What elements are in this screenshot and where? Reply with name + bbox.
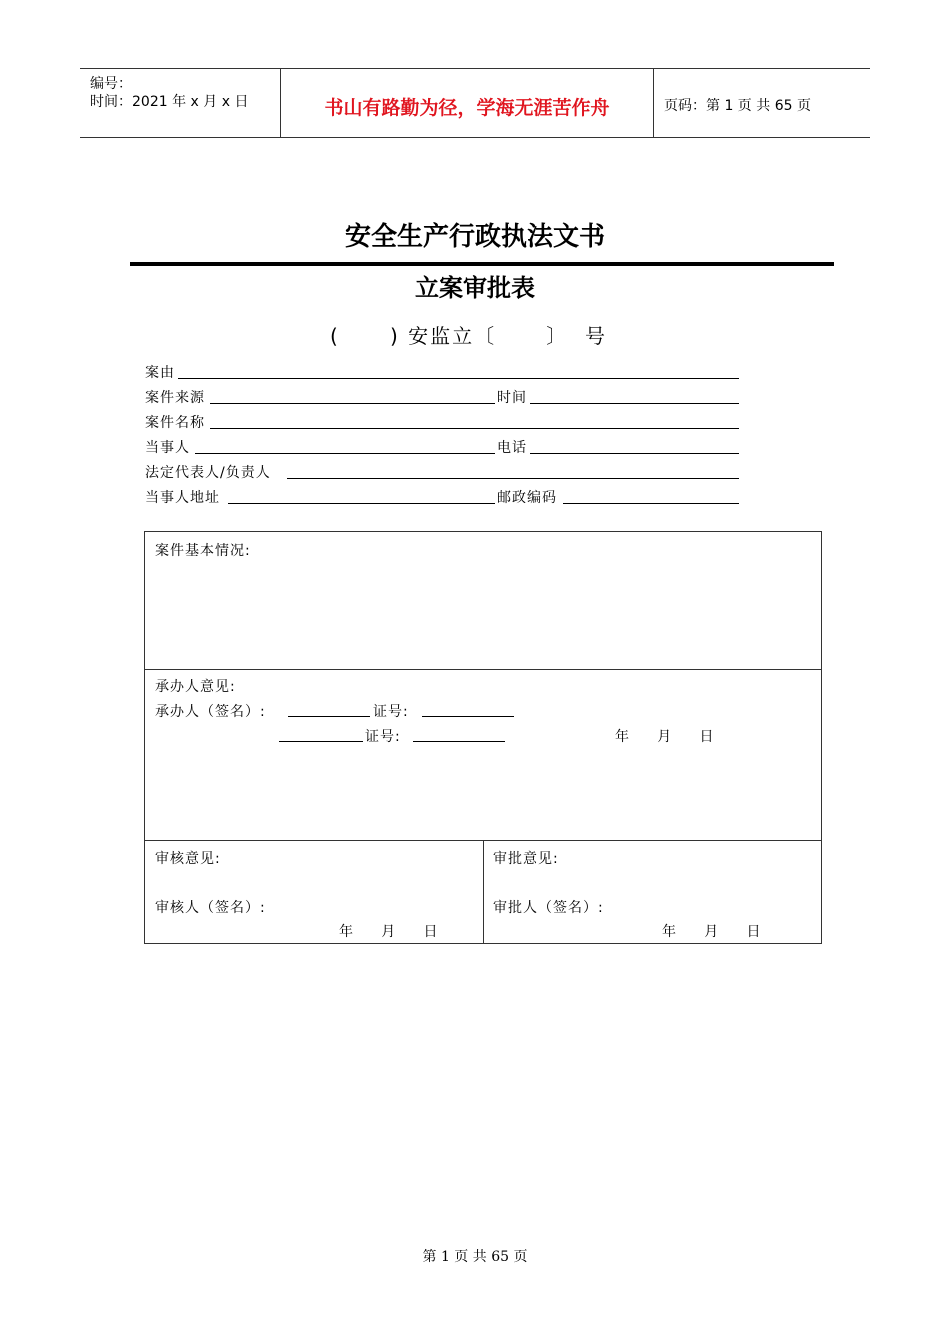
page-footer: 第 1 页 共 65 页 xyxy=(422,1249,528,1265)
row-divider-1 xyxy=(145,669,821,670)
document-subtitle: 立案审批表 xyxy=(415,273,535,302)
review-opinion-label: 审核意见: xyxy=(155,851,221,867)
time-label: 时间：2021 年 x 月 x 日 xyxy=(90,94,249,110)
time-field[interactable] xyxy=(530,403,739,404)
phone-field[interactable] xyxy=(530,453,739,454)
handler-sign-label: 承办人（签名）: xyxy=(155,704,266,720)
party-field[interactable] xyxy=(195,453,495,454)
page-label: 页码：第 1 页 共 65 页 xyxy=(664,98,811,114)
handler-opinion-label: 承办人意见: xyxy=(155,679,236,695)
review-date: 年 月 日 xyxy=(339,924,439,940)
motto: 书山有路勤为径，学海无涯苦作舟 xyxy=(324,97,610,119)
handler-sign-field[interactable] xyxy=(288,716,370,717)
approver-sign-label: 审批人（签名）: xyxy=(493,900,604,916)
cert-no-field-2[interactable] xyxy=(413,741,505,742)
header-left-cell xyxy=(80,69,281,137)
handler-date: 年 月 日 xyxy=(615,729,715,745)
case-source-label: 案件来源 xyxy=(145,390,205,406)
postal-code-field[interactable] xyxy=(563,503,739,504)
legal-rep-field[interactable] xyxy=(287,478,739,479)
approve-opinion-label: 审批意见: xyxy=(493,851,559,867)
case-name-label: 案件名称 xyxy=(145,415,205,431)
document-title: 安全生产行政执法文书 xyxy=(344,222,605,252)
document-number: ( ) 安监立〔 〕 号 xyxy=(330,324,607,348)
party-address-label: 当事人地址 xyxy=(145,490,220,506)
basic-info-label: 案件基本情况: xyxy=(155,543,251,559)
column-divider xyxy=(483,841,484,943)
party-address-field[interactable] xyxy=(228,503,495,504)
title-rule xyxy=(130,262,834,266)
header-center-cell xyxy=(281,69,654,137)
cert-no-label: 证号: xyxy=(373,704,409,720)
party-label: 当事人 xyxy=(145,440,190,456)
postal-code-label: 邮政编码 xyxy=(497,490,557,506)
cert-no-field[interactable] xyxy=(422,716,514,717)
case-cause-label: 案由 xyxy=(145,365,175,381)
case-cause-field[interactable] xyxy=(178,378,739,379)
cert-no-label-2: 证号: xyxy=(365,729,401,745)
legal-rep-label: 法定代表人/负责人 xyxy=(145,465,271,481)
reviewer-sign-label: 审核人（签名）: xyxy=(155,900,266,916)
handler-sign-field-2[interactable] xyxy=(279,741,363,742)
case-name-field[interactable] xyxy=(210,428,739,429)
approval-form xyxy=(144,531,822,944)
time-label-field: 时间 xyxy=(497,390,527,406)
header-table xyxy=(80,68,870,138)
phone-label: 电话 xyxy=(497,440,527,456)
header-right-cell xyxy=(654,69,870,137)
approve-date: 年 月 日 xyxy=(662,924,762,940)
case-source-field[interactable] xyxy=(210,403,495,404)
number-label: 编号： xyxy=(90,76,132,92)
